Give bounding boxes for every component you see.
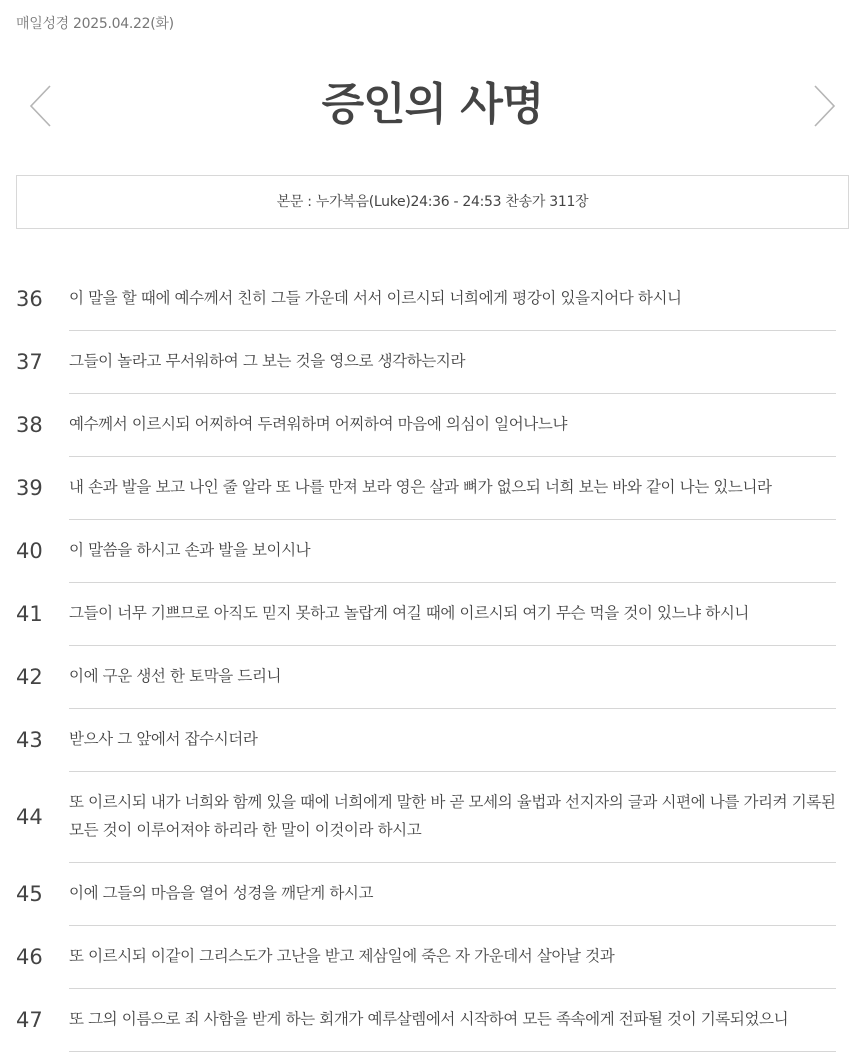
verse-row: [16, 926, 836, 989]
verse-row: [16, 457, 836, 520]
verse-number: 46: [16, 944, 43, 969]
verse-text: 또 이르시되 내가 너희와 함께 있을 때에 너희에게 말한 바 곧 모세의 율법과 선지자의 글과 시편에 나를 가리켜 기록된 모든 것이 이루어져야 하리라 한 말이 이것이라 하시고: [69, 793, 836, 839]
verse-row: [16, 331, 836, 394]
verse-item: [16, 989, 836, 1052]
verse-item: [16, 863, 836, 926]
verse-number: 47: [16, 1007, 43, 1032]
verse-text: 이에 구운 생선 한 토막을 드리니: [69, 667, 282, 685]
page-title: 증인의 사명: [321, 79, 544, 130]
passage-reference-box: [16, 175, 849, 229]
verse-text: 또 그의 이름으로 죄 사함을 받게 하는 회개가 예루살렘에서 시작하여 모든 족속에게 전파될 것이 기록되었으니: [69, 1010, 789, 1028]
verse-text: 이 말씀을 하시고 손과 발을 보이시나: [69, 541, 311, 559]
verse-text: 예수께서 이르시되 어찌하여 두려워하며 어찌하여 마음에 의심이 일어나느냐: [69, 415, 568, 433]
verse-item: [16, 394, 836, 457]
title-header: [16, 72, 849, 140]
verse-item: [16, 709, 836, 772]
verse-item: [16, 457, 836, 520]
verse-number: 43: [16, 727, 43, 752]
verse-row: [16, 646, 836, 709]
verse-number: 41: [16, 601, 43, 626]
verse-number: 36: [16, 286, 43, 311]
date-label: 매일성경 2025.04.22(화): [16, 16, 174, 32]
verse-text: 또 이르시되 이같이 그리스도가 고난을 받고 제삼일에 죽은 자 가운데서 살아날 것과: [69, 947, 615, 965]
verse-text: 이에 그들의 마음을 열어 성경을 깨닫게 하시고: [69, 884, 374, 902]
verse-item: [16, 926, 836, 989]
verse-item: [16, 268, 836, 331]
verse-number: 42: [16, 664, 43, 689]
verse-item: [16, 331, 836, 394]
verse-text: 그들이 너무 기쁘므로 아직도 믿지 못하고 놀랍게 여길 때에 이르시되 여기 무슨 먹을 것이 있느냐 하시니: [69, 604, 749, 622]
verse-item: [16, 772, 836, 863]
passage-reference: 본문 : 누가복음(Luke)24:36 - 24:53 찬송가 311장: [276, 194, 589, 210]
verse-number: 39: [16, 475, 43, 500]
verse-number: 44: [16, 804, 43, 829]
verse-row: [16, 863, 836, 926]
verse-row: [16, 268, 836, 331]
verse-item: [16, 646, 836, 709]
verse-row: [16, 989, 836, 1052]
verse-number: 40: [16, 538, 43, 563]
verse-row: [16, 709, 836, 772]
verse-text: 받으사 그 앞에서 잡수시더라: [69, 730, 258, 748]
verse-number: 37: [16, 349, 43, 374]
divider-gap: [16, 1051, 69, 1052]
verse-row: [16, 772, 836, 863]
verse-text: 그들이 놀라고 무서워하여 그 보는 것을 영으로 생각하는지라: [69, 352, 466, 370]
verse-text: 이 말을 할 때에 예수께서 친히 그들 가운데 서서 이르시되 너희에게 평강이 있을지어다 하시니: [69, 289, 682, 307]
verse-row: [16, 583, 836, 646]
verse-row: [16, 520, 836, 583]
chevron-right-icon: [811, 84, 837, 128]
verse-number: 45: [16, 881, 43, 906]
verse-text: 내 손과 발을 보고 나인 줄 알라 또 나를 만져 보라 영은 살과 뼈가 없으되 너희 보는 바와 같이 나는 있느니라: [69, 478, 772, 496]
verse-number: 38: [16, 412, 43, 437]
next-day-button[interactable]: [811, 84, 837, 128]
verse-item: [16, 583, 836, 646]
verse-list: [16, 268, 836, 1052]
verse-item: [16, 520, 836, 583]
verse-row: [16, 394, 836, 457]
